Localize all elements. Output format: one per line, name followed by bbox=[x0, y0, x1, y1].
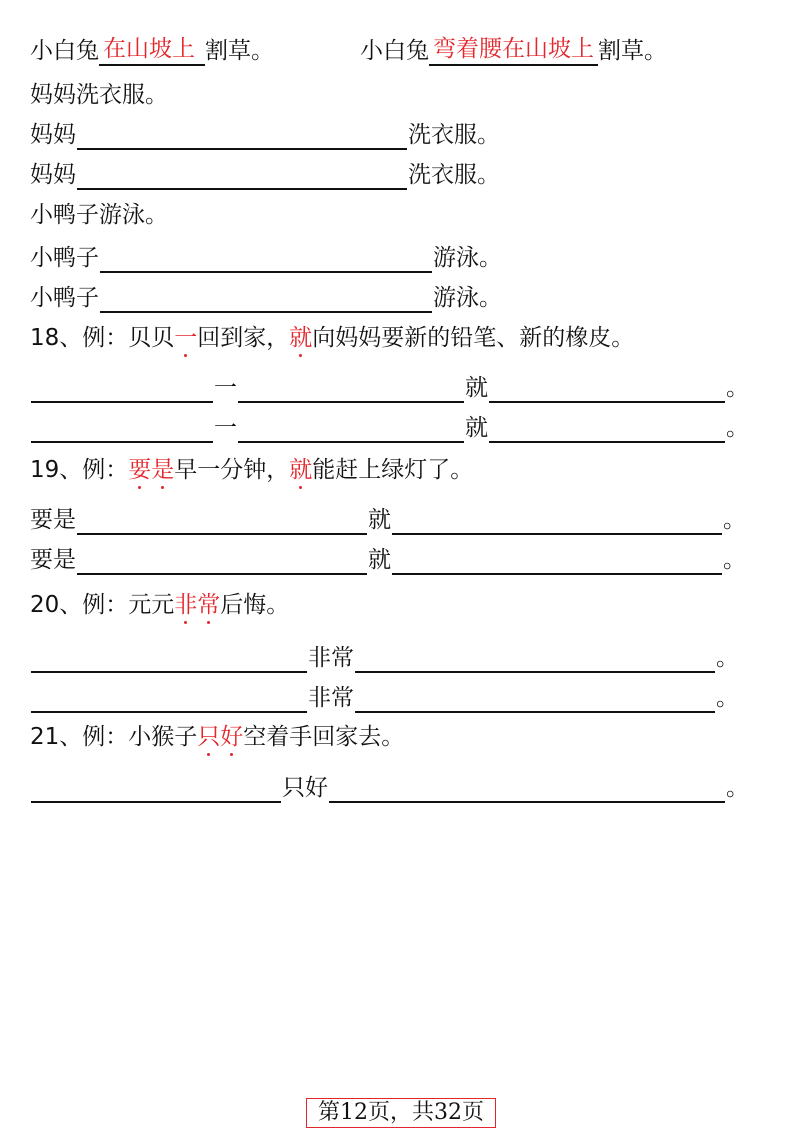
ex21-example: 21、例：小猴子只好空着手回家去。 bbox=[30, 724, 405, 750]
ex17-example-2: 妈妈洗衣服。 bbox=[30, 82, 168, 108]
ex20-fill-1: 非常 。 bbox=[30, 643, 739, 673]
blank[interactable] bbox=[77, 547, 367, 575]
blank[interactable] bbox=[329, 775, 725, 803]
answer-2: 弯着腰在山坡上 bbox=[429, 34, 598, 66]
ex18-fill-1: 一 就 。 bbox=[30, 373, 749, 403]
blank[interactable] bbox=[77, 162, 407, 190]
ex20-example: 20、例：元元非常后悔。 bbox=[30, 592, 290, 618]
ex19-fill-1: 要是 就 。 bbox=[30, 507, 746, 533]
ex17-line1-b: 小白兔 弯着腰在山坡上 割草。 bbox=[360, 36, 667, 64]
blank[interactable] bbox=[392, 547, 722, 575]
blank[interactable] bbox=[392, 507, 722, 535]
blank[interactable] bbox=[31, 375, 213, 403]
blank[interactable] bbox=[100, 285, 432, 313]
ex17-fill-2a: 妈妈 洗衣服。 bbox=[30, 122, 500, 148]
blank[interactable] bbox=[31, 685, 307, 713]
blank[interactable] bbox=[489, 375, 725, 403]
page-number: 第12页，共32页 bbox=[306, 1098, 496, 1128]
ex17-fill-3b: 小鸭子 游泳。 bbox=[30, 285, 502, 311]
ex17-example-3: 小鸭子游泳。 bbox=[30, 202, 168, 228]
blank[interactable] bbox=[238, 415, 464, 443]
ex17-fill-2b: 妈妈 洗衣服。 bbox=[30, 162, 500, 188]
blank[interactable] bbox=[355, 645, 715, 673]
ex17-fill-3a: 小鸭子 游泳。 bbox=[30, 245, 502, 271]
ex18-example: 18、例：贝贝一回到家，就向妈妈要新的铅笔、新的橡皮。 bbox=[30, 325, 635, 351]
blank[interactable] bbox=[355, 685, 715, 713]
ex18-fill-2: 一 就 。 bbox=[30, 413, 749, 443]
ex19-example: 19、例：要是早一分钟，就能赶上绿灯了。 bbox=[30, 457, 474, 483]
blank[interactable] bbox=[489, 415, 725, 443]
ex19-fill-2: 要是 就 。 bbox=[30, 547, 746, 573]
ex20-fill-2: 非常 。 bbox=[30, 683, 739, 713]
blank[interactable] bbox=[238, 375, 464, 403]
blank[interactable] bbox=[77, 507, 367, 535]
blank[interactable] bbox=[31, 645, 307, 673]
ex21-fill-1: 只好 。 bbox=[30, 773, 749, 803]
blank[interactable] bbox=[31, 415, 213, 443]
blank[interactable] bbox=[100, 245, 432, 273]
answer-1: 在山坡上 bbox=[99, 34, 205, 66]
blank[interactable] bbox=[31, 775, 281, 803]
ex17-line1: 小白兔 在山坡上 割草。 bbox=[30, 36, 274, 64]
blank[interactable] bbox=[77, 122, 407, 150]
